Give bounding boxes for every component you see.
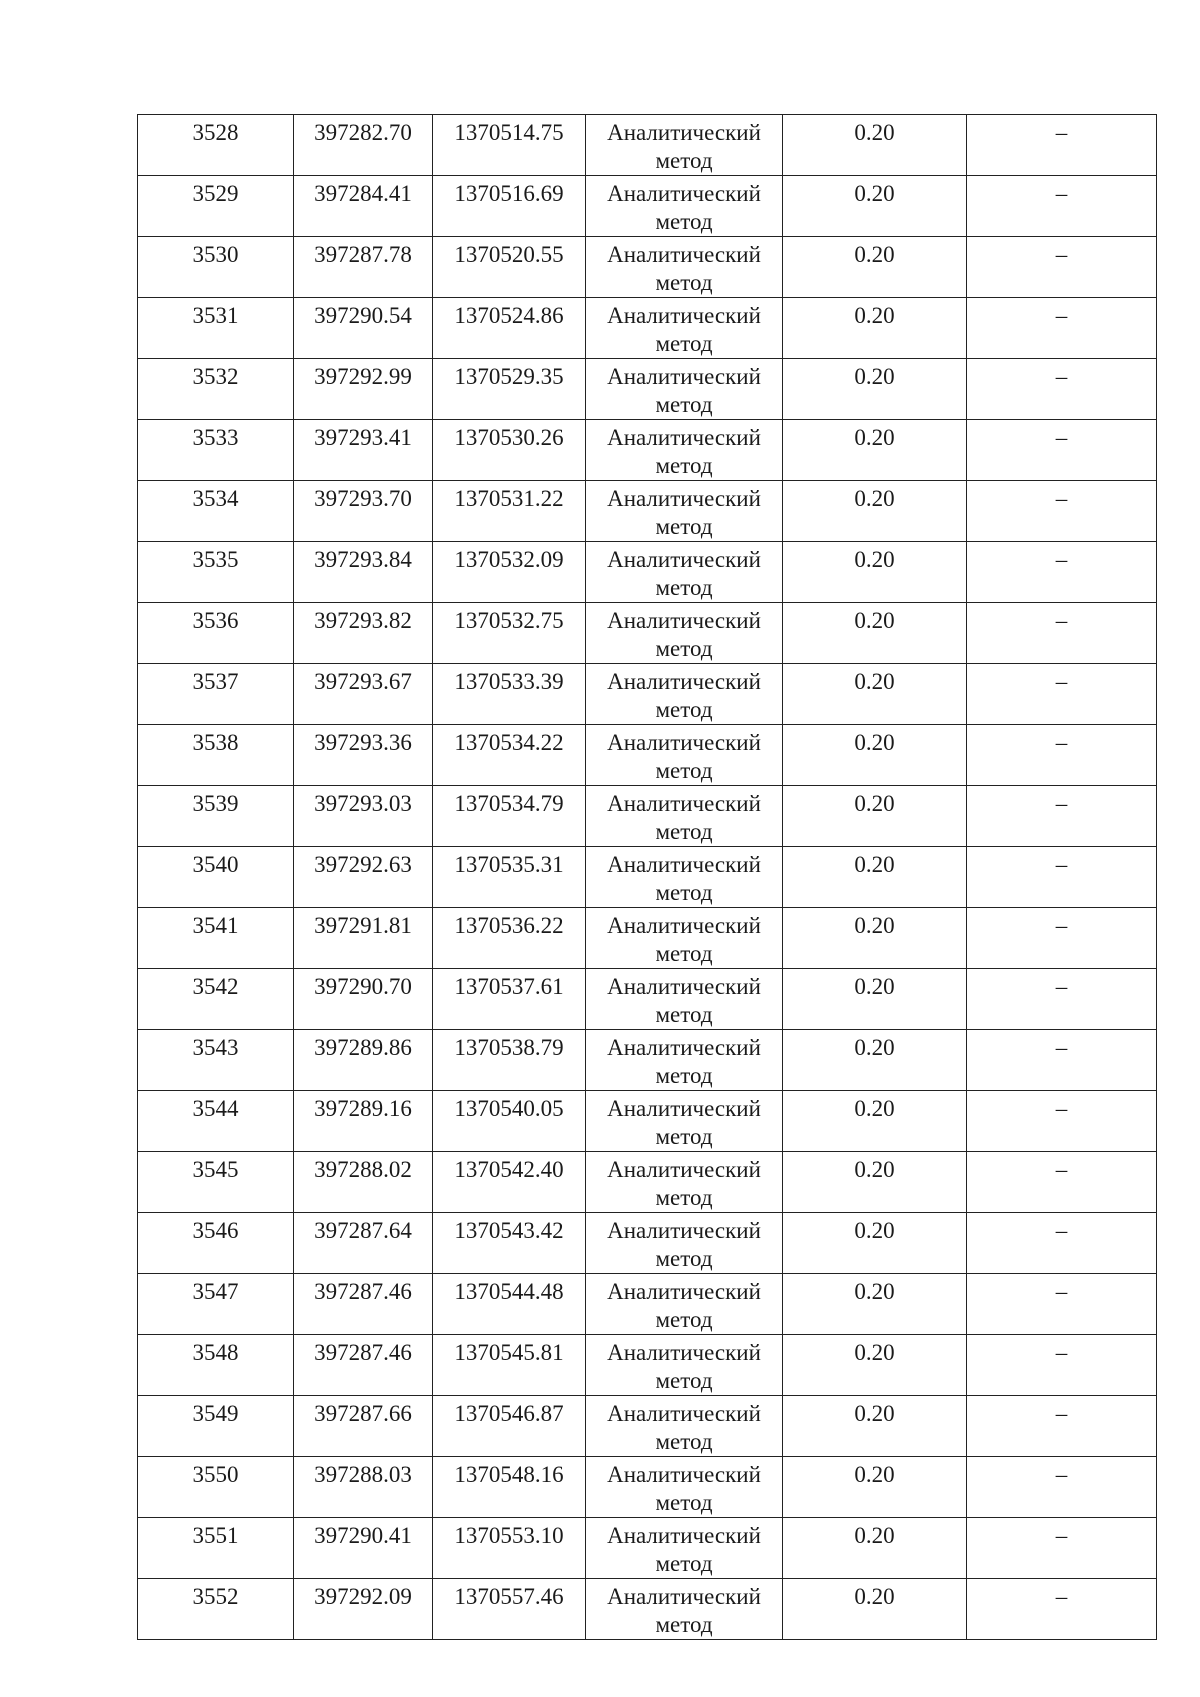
accuracy-cell: 0.20 — [783, 603, 967, 664]
accuracy-cell: 0.20 — [783, 1396, 967, 1457]
y-coordinate-cell: 1370548.16 — [433, 1457, 586, 1518]
x-coordinate-cell: 397292.09 — [294, 1579, 433, 1640]
x-coordinate-cell: 397293.82 — [294, 603, 433, 664]
method-cell: Аналитический метод — [586, 1457, 783, 1518]
note-cell: – — [967, 847, 1157, 908]
table-row — [138, 847, 1157, 908]
x-coordinate-cell: 397290.70 — [294, 969, 433, 1030]
accuracy-cell: 0.20 — [783, 969, 967, 1030]
x-coordinate-cell: 397289.16 — [294, 1091, 433, 1152]
point-number-cell: 3551 — [138, 1518, 294, 1579]
y-coordinate-cell: 1370538.79 — [433, 1030, 586, 1091]
point-number-cell: 3535 — [138, 542, 294, 603]
method-cell: Аналитический метод — [586, 664, 783, 725]
x-coordinate-cell: 397293.36 — [294, 725, 433, 786]
table-row — [138, 1030, 1157, 1091]
method-cell: Аналитический метод — [586, 969, 783, 1030]
x-coordinate-cell: 397293.03 — [294, 786, 433, 847]
method-cell: Аналитический метод — [586, 1579, 783, 1640]
table-row — [138, 1518, 1157, 1579]
table-row — [138, 115, 1157, 176]
note-cell: – — [967, 786, 1157, 847]
x-coordinate-cell: 397293.41 — [294, 420, 433, 481]
x-coordinate-cell: 397291.81 — [294, 908, 433, 969]
table-row — [138, 908, 1157, 969]
table-row — [138, 1457, 1157, 1518]
note-cell: – — [967, 298, 1157, 359]
x-coordinate-cell: 397287.46 — [294, 1274, 433, 1335]
method-cell: Аналитический метод — [586, 298, 783, 359]
point-number-cell: 3538 — [138, 725, 294, 786]
table-row — [138, 1152, 1157, 1213]
point-number-cell: 3532 — [138, 359, 294, 420]
method-cell: Аналитический метод — [586, 1030, 783, 1091]
note-cell: – — [967, 1030, 1157, 1091]
method-cell: Аналитический метод — [586, 237, 783, 298]
accuracy-cell: 0.20 — [783, 1579, 967, 1640]
point-number-cell: 3529 — [138, 176, 294, 237]
method-cell: Аналитический метод — [586, 725, 783, 786]
method-cell: Аналитический метод — [586, 1274, 783, 1335]
note-cell: – — [967, 1152, 1157, 1213]
accuracy-cell: 0.20 — [783, 1152, 967, 1213]
method-cell: Аналитический метод — [586, 1335, 783, 1396]
method-cell: Аналитический метод — [586, 1396, 783, 1457]
point-number-cell: 3542 — [138, 969, 294, 1030]
y-coordinate-cell: 1370532.75 — [433, 603, 586, 664]
table-row — [138, 237, 1157, 298]
table-row — [138, 176, 1157, 237]
accuracy-cell: 0.20 — [783, 176, 967, 237]
point-number-cell: 3530 — [138, 237, 294, 298]
accuracy-cell: 0.20 — [783, 542, 967, 603]
x-coordinate-cell: 397293.84 — [294, 542, 433, 603]
accuracy-cell: 0.20 — [783, 1274, 967, 1335]
point-number-cell: 3528 — [138, 115, 294, 176]
point-number-cell: 3537 — [138, 664, 294, 725]
accuracy-cell: 0.20 — [783, 786, 967, 847]
method-cell: Аналитический метод — [586, 176, 783, 237]
accuracy-cell: 0.20 — [783, 298, 967, 359]
point-number-cell: 3533 — [138, 420, 294, 481]
x-coordinate-cell: 397290.54 — [294, 298, 433, 359]
x-coordinate-cell: 397287.66 — [294, 1396, 433, 1457]
accuracy-cell: 0.20 — [783, 1518, 967, 1579]
note-cell: – — [967, 969, 1157, 1030]
note-cell: – — [967, 725, 1157, 786]
method-cell: Аналитический метод — [586, 115, 783, 176]
method-cell: Аналитический метод — [586, 542, 783, 603]
note-cell: – — [967, 1274, 1157, 1335]
point-number-cell: 3536 — [138, 603, 294, 664]
accuracy-cell: 0.20 — [783, 1213, 967, 1274]
point-number-cell: 3540 — [138, 847, 294, 908]
accuracy-cell: 0.20 — [783, 237, 967, 298]
y-coordinate-cell: 1370533.39 — [433, 664, 586, 725]
table-row — [138, 1579, 1157, 1640]
y-coordinate-cell: 1370516.69 — [433, 176, 586, 237]
accuracy-cell: 0.20 — [783, 420, 967, 481]
x-coordinate-cell: 397287.46 — [294, 1335, 433, 1396]
table-row — [138, 1213, 1157, 1274]
y-coordinate-cell: 1370540.05 — [433, 1091, 586, 1152]
note-cell: – — [967, 359, 1157, 420]
y-coordinate-cell: 1370537.61 — [433, 969, 586, 1030]
note-cell: – — [967, 1579, 1157, 1640]
y-coordinate-cell: 1370557.46 — [433, 1579, 586, 1640]
x-coordinate-cell: 397288.03 — [294, 1457, 433, 1518]
x-coordinate-cell: 397292.99 — [294, 359, 433, 420]
point-number-cell: 3552 — [138, 1579, 294, 1640]
method-cell: Аналитический метод — [586, 359, 783, 420]
method-cell: Аналитический метод — [586, 847, 783, 908]
x-coordinate-cell: 397292.63 — [294, 847, 433, 908]
note-cell: – — [967, 237, 1157, 298]
point-number-cell: 3545 — [138, 1152, 294, 1213]
point-number-cell: 3541 — [138, 908, 294, 969]
method-cell: Аналитический метод — [586, 1091, 783, 1152]
y-coordinate-cell: 1370535.31 — [433, 847, 586, 908]
accuracy-cell: 0.20 — [783, 1091, 967, 1152]
note-cell: – — [967, 1518, 1157, 1579]
accuracy-cell: 0.20 — [783, 664, 967, 725]
y-coordinate-cell: 1370529.35 — [433, 359, 586, 420]
method-cell: Аналитический метод — [586, 1518, 783, 1579]
note-cell: – — [967, 1335, 1157, 1396]
accuracy-cell: 0.20 — [783, 1457, 967, 1518]
table-body — [138, 115, 1157, 1640]
accuracy-cell: 0.20 — [783, 847, 967, 908]
table-row — [138, 1396, 1157, 1457]
y-coordinate-cell: 1370514.75 — [433, 115, 586, 176]
x-coordinate-cell: 397284.41 — [294, 176, 433, 237]
x-coordinate-cell: 397290.41 — [294, 1518, 433, 1579]
table-row — [138, 1091, 1157, 1152]
table-row — [138, 420, 1157, 481]
x-coordinate-cell: 397282.70 — [294, 115, 433, 176]
note-cell: – — [967, 420, 1157, 481]
y-coordinate-cell: 1370553.10 — [433, 1518, 586, 1579]
y-coordinate-cell: 1370524.86 — [433, 298, 586, 359]
point-number-cell: 3549 — [138, 1396, 294, 1457]
table-row — [138, 481, 1157, 542]
y-coordinate-cell: 1370530.26 — [433, 420, 586, 481]
note-cell: – — [967, 1457, 1157, 1518]
x-coordinate-cell: 397293.70 — [294, 481, 433, 542]
table-row — [138, 725, 1157, 786]
x-coordinate-cell: 397287.64 — [294, 1213, 433, 1274]
y-coordinate-cell: 1370532.09 — [433, 542, 586, 603]
y-coordinate-cell: 1370520.55 — [433, 237, 586, 298]
y-coordinate-cell: 1370545.81 — [433, 1335, 586, 1396]
note-cell: – — [967, 603, 1157, 664]
note-cell: – — [967, 1396, 1157, 1457]
coordinates-table — [137, 114, 1157, 1640]
table-row — [138, 1274, 1157, 1335]
table-row — [138, 359, 1157, 420]
method-cell: Аналитический метод — [586, 603, 783, 664]
accuracy-cell: 0.20 — [783, 481, 967, 542]
note-cell: – — [967, 908, 1157, 969]
point-number-cell: 3534 — [138, 481, 294, 542]
accuracy-cell: 0.20 — [783, 115, 967, 176]
table-row — [138, 786, 1157, 847]
note-cell: – — [967, 664, 1157, 725]
x-coordinate-cell: 397293.67 — [294, 664, 433, 725]
table-row — [138, 969, 1157, 1030]
note-cell: – — [967, 481, 1157, 542]
y-coordinate-cell: 1370531.22 — [433, 481, 586, 542]
method-cell: Аналитический метод — [586, 1213, 783, 1274]
note-cell: – — [967, 176, 1157, 237]
point-number-cell: 3544 — [138, 1091, 294, 1152]
note-cell: – — [967, 1213, 1157, 1274]
point-number-cell: 3531 — [138, 298, 294, 359]
y-coordinate-cell: 1370534.79 — [433, 786, 586, 847]
table-row — [138, 298, 1157, 359]
table-row — [138, 542, 1157, 603]
point-number-cell: 3548 — [138, 1335, 294, 1396]
accuracy-cell: 0.20 — [783, 725, 967, 786]
method-cell: Аналитический метод — [586, 786, 783, 847]
note-cell: – — [967, 1091, 1157, 1152]
accuracy-cell: 0.20 — [783, 359, 967, 420]
accuracy-cell: 0.20 — [783, 908, 967, 969]
accuracy-cell: 0.20 — [783, 1335, 967, 1396]
point-number-cell: 3543 — [138, 1030, 294, 1091]
point-number-cell: 3547 — [138, 1274, 294, 1335]
accuracy-cell: 0.20 — [783, 1030, 967, 1091]
table-row — [138, 664, 1157, 725]
x-coordinate-cell: 397289.86 — [294, 1030, 433, 1091]
x-coordinate-cell: 397287.78 — [294, 237, 433, 298]
table-row — [138, 1335, 1157, 1396]
note-cell: – — [967, 542, 1157, 603]
y-coordinate-cell: 1370542.40 — [433, 1152, 586, 1213]
y-coordinate-cell: 1370546.87 — [433, 1396, 586, 1457]
method-cell: Аналитический метод — [586, 908, 783, 969]
method-cell: Аналитический метод — [586, 481, 783, 542]
table-row — [138, 603, 1157, 664]
point-number-cell: 3539 — [138, 786, 294, 847]
method-cell: Аналитический метод — [586, 1152, 783, 1213]
y-coordinate-cell: 1370543.42 — [433, 1213, 586, 1274]
note-cell: – — [967, 115, 1157, 176]
method-cell: Аналитический метод — [586, 420, 783, 481]
y-coordinate-cell: 1370534.22 — [433, 725, 586, 786]
y-coordinate-cell: 1370536.22 — [433, 908, 586, 969]
point-number-cell: 3550 — [138, 1457, 294, 1518]
y-coordinate-cell: 1370544.48 — [433, 1274, 586, 1335]
x-coordinate-cell: 397288.02 — [294, 1152, 433, 1213]
point-number-cell: 3546 — [138, 1213, 294, 1274]
